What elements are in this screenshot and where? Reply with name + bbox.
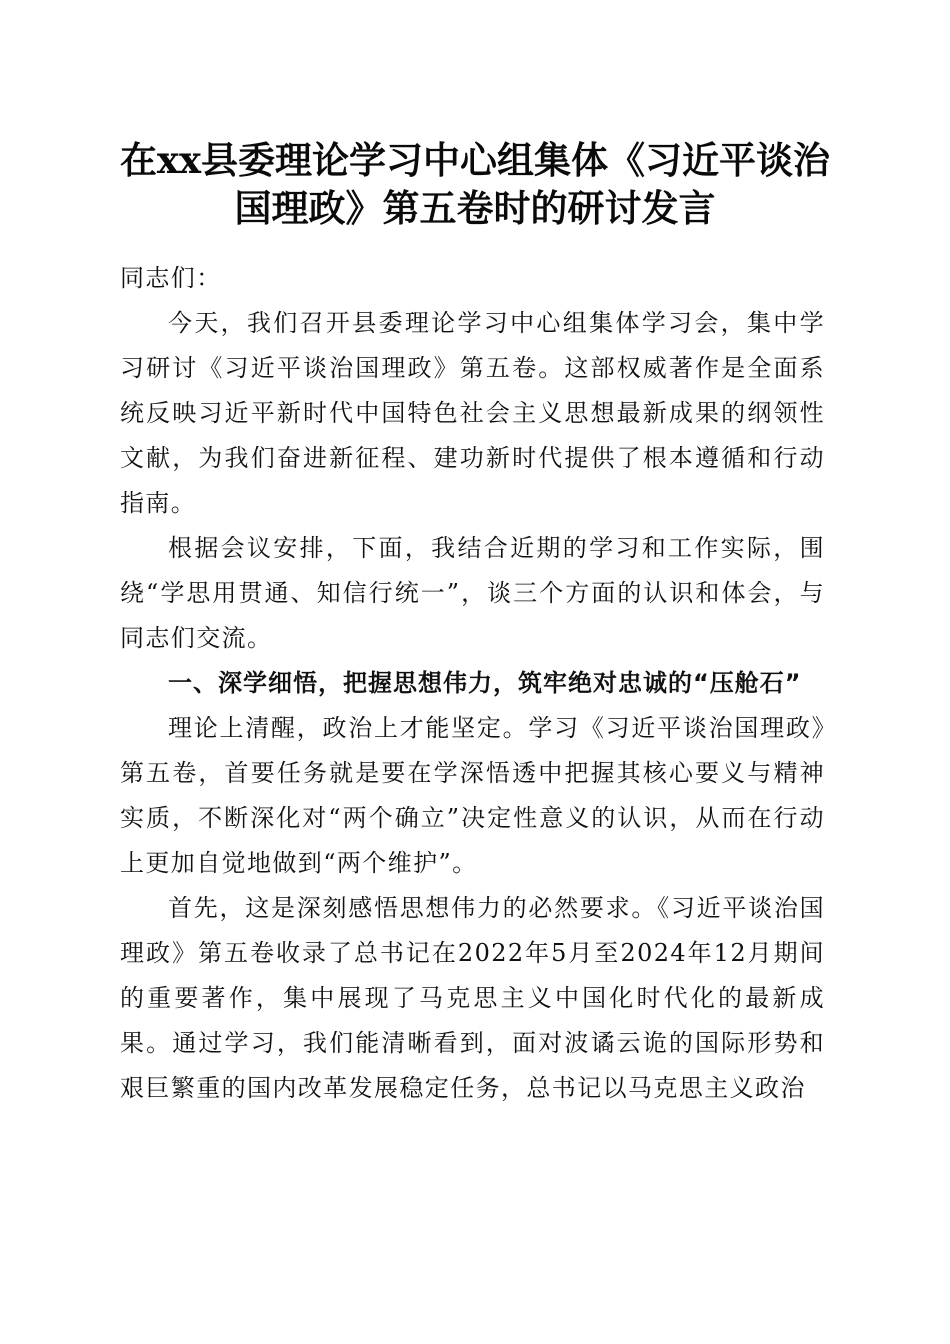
- paragraph-agenda: 根据会议安排，下面，我结合近期的学习和工作实际，围绕“学思用贯通、知信行统一”，谈三个方面的认识和体会，与同志们交流。: [120, 534, 825, 652]
- paragraph-first-point: 首先，这是深刻感悟思想伟力的必然要求。《习近平谈治国理政》第五卷收录了总书记在2022年5月至2024年12月期间的重要著作，集中展现了马克思主义中国化时代化的最新成果。通过学习，我们能清晰看到，面对波谲云诡的国际形势和艰巨繁重的国内改革发展稳定任务，总书记以马克思主义政治: [120, 894, 825, 1102]
- salutation: 同志们：: [120, 264, 222, 292]
- document-body: [120, 256, 825, 1111]
- section-heading: 一、深学细悟，把握思想伟力，筑牢绝对忠诚的“压舱石”: [168, 669, 802, 697]
- paragraph-section-intro: 理论上清醒，政治上才能坚定。学习《习近平谈治国理政》第五卷，首要任务就是要在学深悟透中把握其核心要义与精神实质，不断深化对“两个确立”决定性意义的认识，从而在行动上更加自觉地做到“两个维护”。: [120, 714, 825, 877]
- document-title: 在xx县委理论学习中心组集体《习近平谈治国理政》第五卷时的研讨发言: [119, 138, 831, 230]
- paragraph-opening: 今天，我们召开县委理论学习中心组集体学习会，集中学习研讨《习近平谈治国理政》第五卷。这部权威著作是全面系统反映习近平新时代中国特色社会主义思想最新成果的纲领性文献，为我们奋进新征程、建功新时代提供了根本遵循和行动指南。: [120, 309, 825, 517]
